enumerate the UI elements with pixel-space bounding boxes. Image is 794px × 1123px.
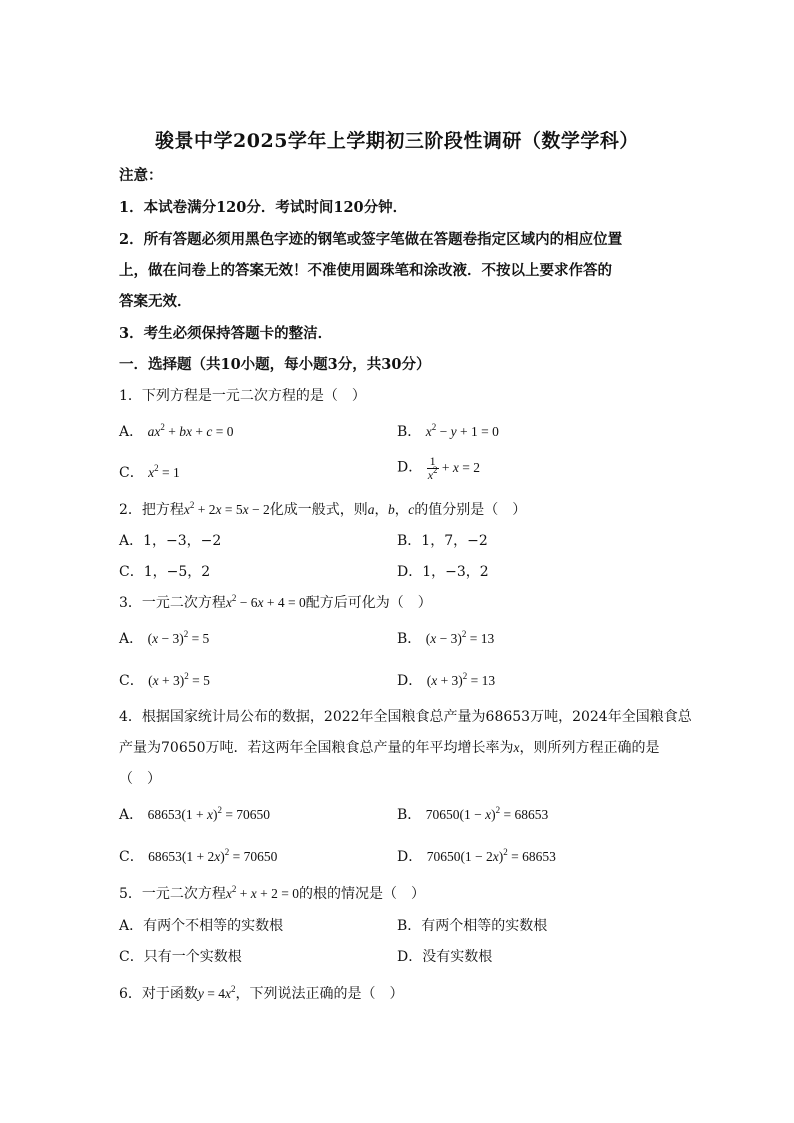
q3-option-b: B． $(x - 3)^2 = 13$ [397,629,495,647]
q1-option-a-math: $ax^2$ + bx + c = 0 [147,422,234,439]
notice-item-2: 2．所有答题必须用黑色字迹的钢笔或签字笔做在答题卷指定区域内的相应位置 [119,231,623,248]
q5-equation: $x^2 + x + 2 = 0$ [225,884,300,901]
question-6-stem: 6．对于函数$y = 4x^2$，下列说法正确的是（ ） [119,984,404,1002]
q3-option-c: C． $(x + 3)^2 = 5$ [119,671,210,689]
q2-option-d: D．1，−3，2 [397,564,489,580]
question-2-stem: 2．把方程$x^2 + 2x = 5x - 2$化成一般式，则a，b，c的值分别是（ ） [119,500,527,518]
question-4-line-3: （ ） [119,771,161,787]
q2-coefficients: a，b，c [367,502,415,517]
q1-option-c: C． $x^2 = 1$ [119,463,180,481]
q1-option-b: B． $x^2 - y + 1 = 0$ [397,422,499,440]
q1-option-a: A． $ax^2$ + bx + c = 0 [119,422,234,440]
q4-option-d: D． $70650(1 - 2x)^2 = 68653$ [397,847,556,865]
q3-option-a: A． $(x - 3)^2 = 5$ [119,629,210,647]
q3-option-d: D． $(x + 3)^2 = 13$ [397,671,496,689]
q4-option-b: B． $70650(1 - x)^2 = 68653$ [397,805,549,823]
q2-equation: $x^2 + 2x = 5x - 2$ [183,500,270,517]
question-1-stem: 1．下列方程是一元二次方程的是（ ） [119,388,366,404]
notice-item-1: 1．本试卷满分120分．考试时间120分钟． [119,199,408,216]
q1-option-d-math: $\frac{1}{x^2}$ + x = 2 [427,454,481,482]
q6-function: $y = 4x^2$ [197,984,236,1001]
page-title: 骏景中学2025学年上学期初三阶段性调研（数学学科） [155,130,639,152]
notice-item-2-cont: 上，做在问卷上的答案无效！不准使用圆珠笔和涂改液．不按以上要求作答的 [119,262,612,279]
q5-option-b: B．有两个相等的实数根 [397,918,548,934]
q2-option-a: A．1，−3，−2 [119,533,222,549]
q2-option-b: B．1，7，−2 [397,533,488,549]
question-4-line-1: 4．根据国家统计局公布的数据，2022年全国粮食总产量为68653万吨，2024年全国粮食总 [119,709,692,725]
q1-option-b-math: $x^2 - y + 1 = 0$ [425,422,499,439]
notice-heading: 注意： [119,167,163,184]
q3-equation: $x^2 - 6x + 4 = 0$ [225,593,306,610]
notice-item-2-end: 答案无效． [119,293,192,310]
q5-option-c: C．只有一个实数根 [119,949,242,965]
q1-option-c-math: $x^2 = 1$ [148,463,180,480]
question-3-stem: 3．一元二次方程$x^2 - 6x + 4 = 0$配方后可化为（ ） [119,593,432,611]
q4-option-a: A． $68653(1 + x)^2 = 70650$ [119,805,271,823]
q2-option-c: C．1，−5，2 [119,564,211,580]
section-heading: 一．选择题（共10小题，每小题3分，共30分） [119,356,431,373]
notice-item-3: 3．考生必须保持答题卡的整洁． [119,325,333,342]
q5-option-d: D．没有实数根 [397,949,493,965]
q1-option-d: D． $\frac{1}{x^2}$ + x = 2 [397,454,481,482]
question-4-line-2: 产量为70650万吨．若这两年全国粮食总产量的年平均增长率为x，则所列方程正确的是 [119,740,660,756]
question-5-stem: 5．一元二次方程$x^2 + x + 2 = 0$的根的情况是（ ） [119,884,426,902]
q5-option-a: A．有两个不相等的实数根 [119,918,284,934]
q4-option-c: C． $68653(1 + 2x)^2 = 70650$ [119,847,278,865]
